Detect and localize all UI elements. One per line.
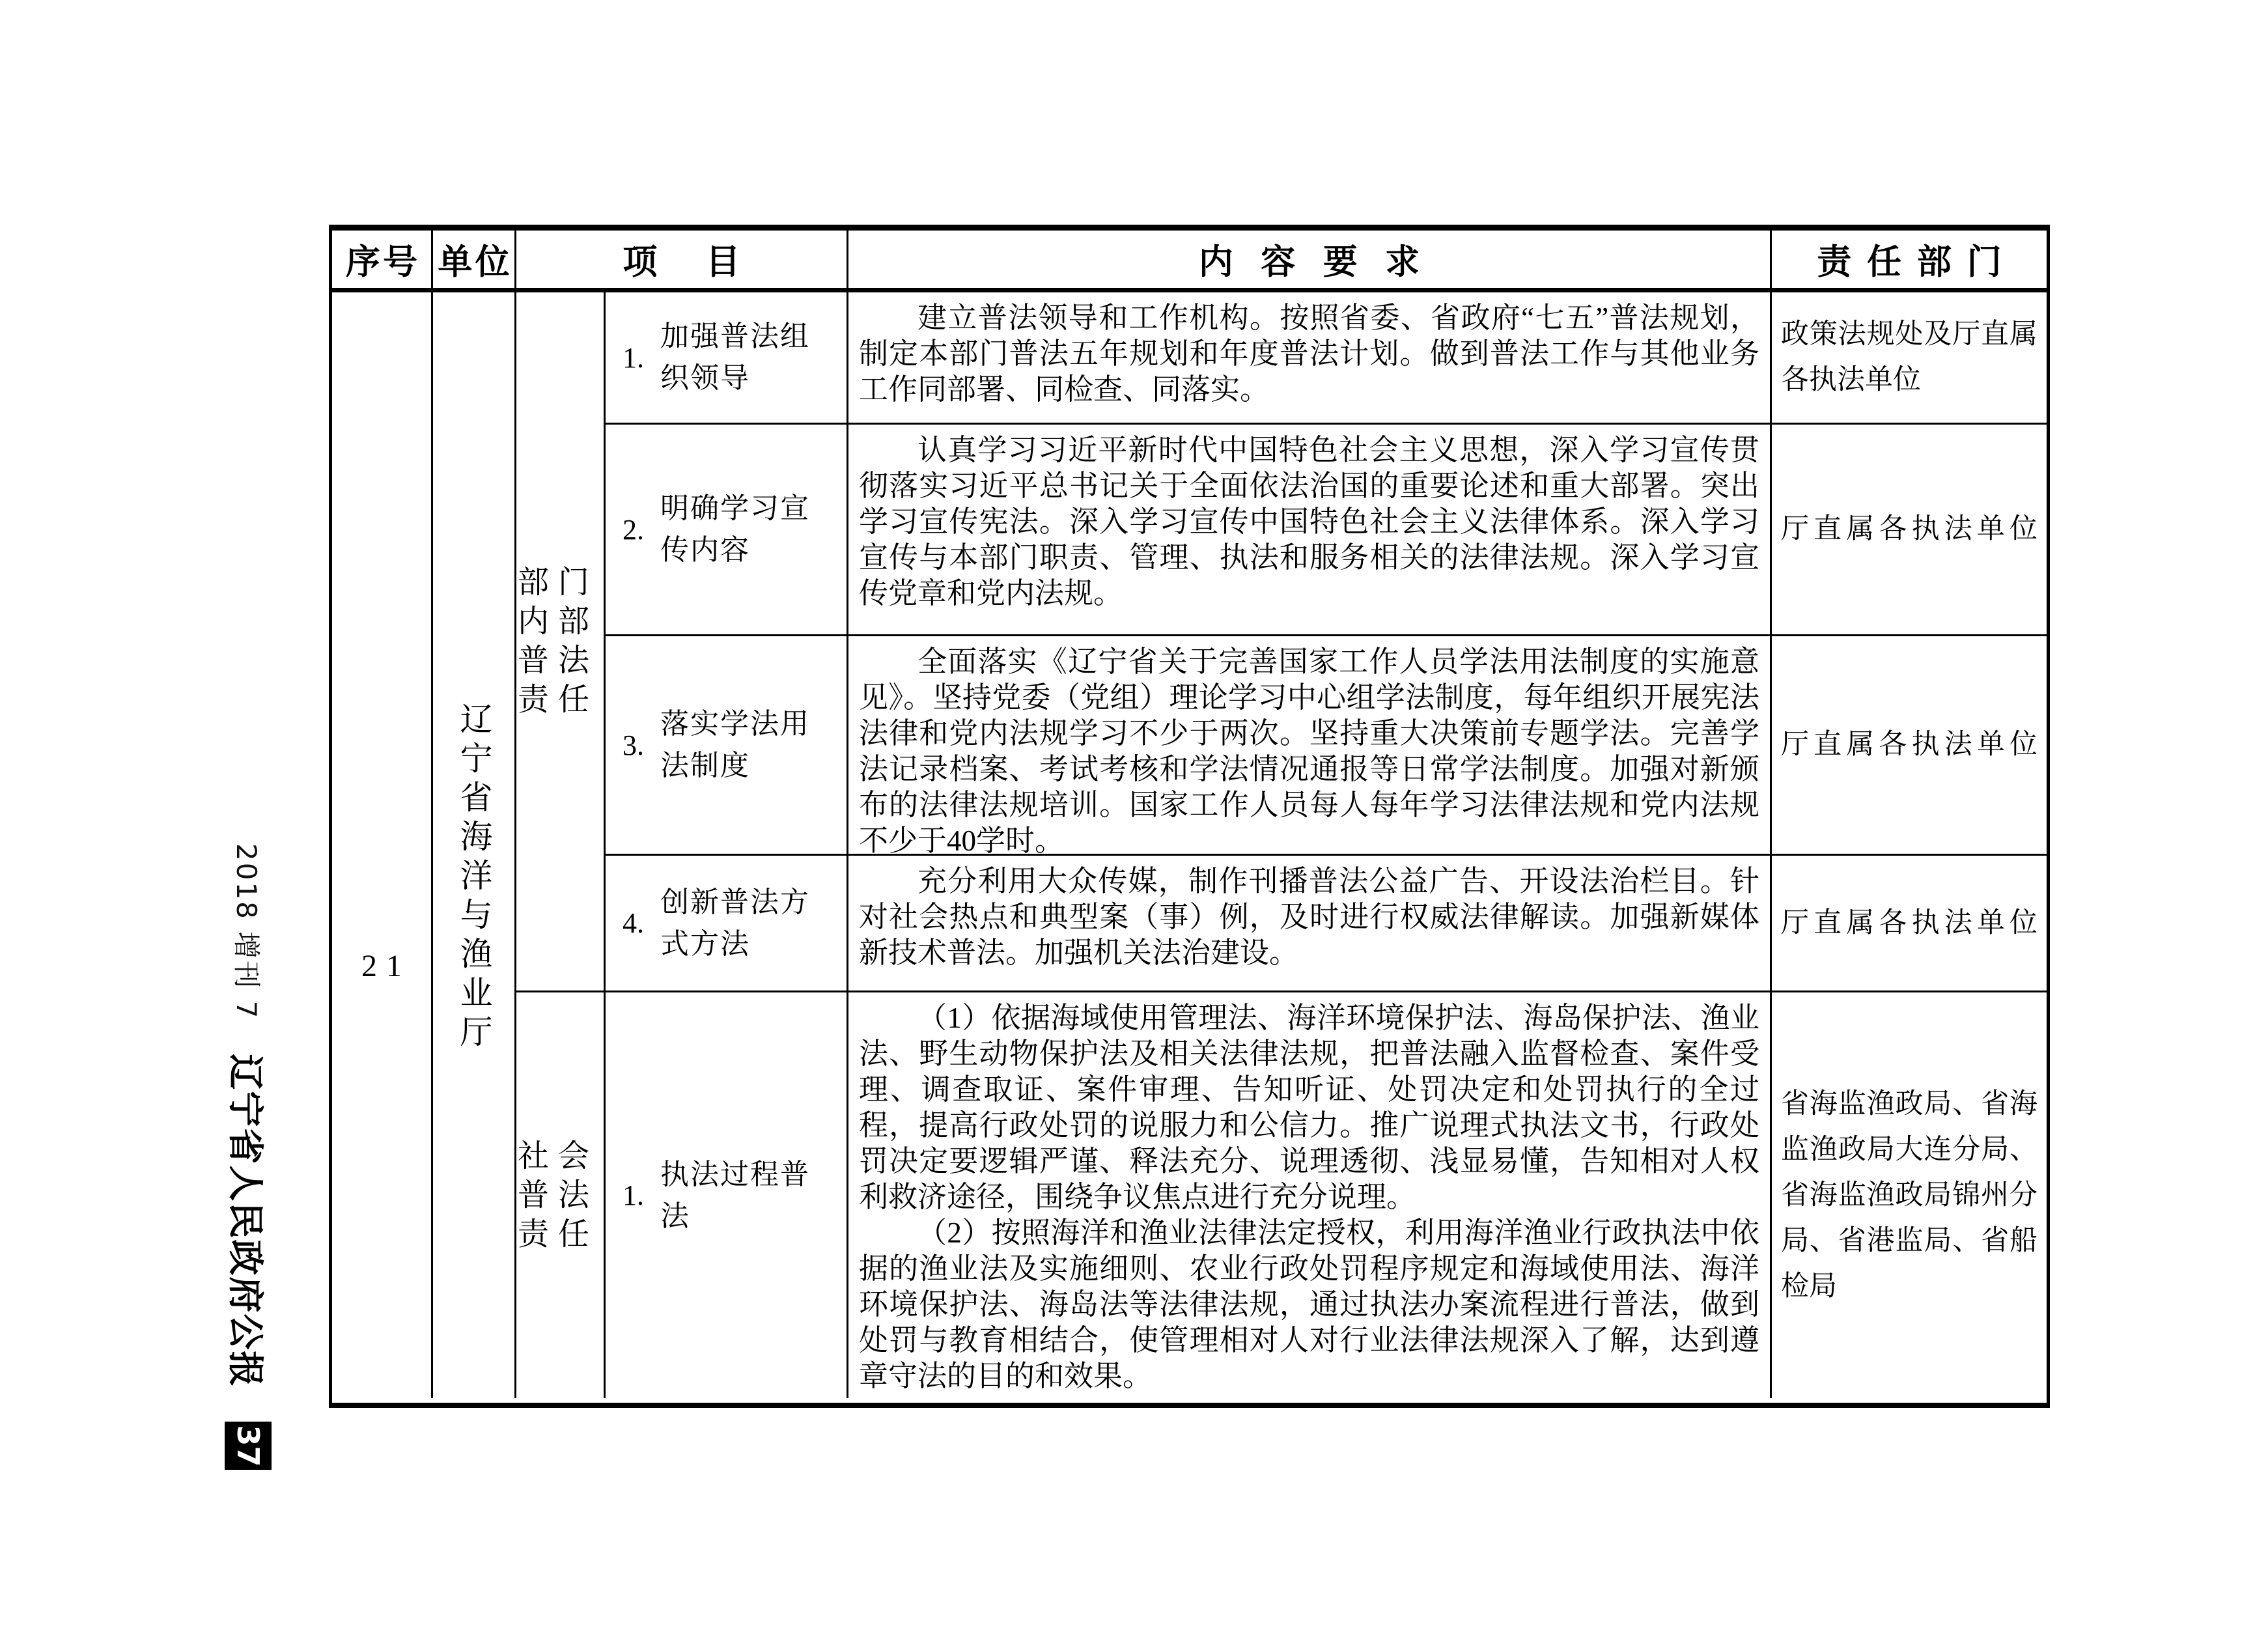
cell-content-2 — [848, 425, 1772, 636]
cell-department-4 — [1772, 856, 2047, 992]
cell-item-1 — [606, 292, 848, 425]
department-text: 厅直属各执法单位 — [1781, 729, 2037, 760]
cell-item-5 — [606, 992, 848, 1398]
cell-unit-name — [433, 292, 516, 1398]
cell-content-3 — [848, 636, 1772, 856]
content-paragraph: 认真学习习近平新时代中国特色社会主义思想，深入学习宣传贯彻落实习近平总书记关于全面依法治国的重要论述和重大部署。突出学习宣传宪法。深入学习宣传中国特色社会主义法律体系。深入学习宣传与本部门职责、管理、执法和服务相关的法律法规。深入学习宣传党章和党内法规。 — [859, 434, 1759, 610]
unit-name: 辽宁省海洋与渔业厅 — [455, 702, 492, 1054]
cell-item-3 — [606, 636, 848, 856]
cell-category-social — [516, 992, 606, 1398]
department-text: 厅直属各执法单位 — [1781, 907, 2037, 938]
item-number: 1. — [623, 341, 644, 374]
item-number: 2. — [623, 513, 644, 546]
content-paragraph: 充分利用大众传媒，制作刊播普法公益广告、开设法治栏目。针对社会热点和典型案（事）例，及时进行权威法律解读。加强新媒体新技术普法。加强机关法治建设。 — [859, 865, 1759, 969]
header-cell-content: 内容要求 — [848, 231, 1772, 288]
item-title: 明确学习宣传内容 — [660, 492, 810, 566]
department-text: 政策法规处及厅直属各执法单位 — [1781, 319, 2037, 395]
header-cell-no: 序号 — [332, 231, 433, 288]
gazette-publication-title: 辽宁省人民政府公报 — [225, 1054, 265, 1388]
header-cell-department: 责任部门 — [1817, 244, 2017, 281]
item-number: 1. — [623, 1179, 644, 1211]
cell-category-internal — [516, 292, 606, 992]
item-title: 创新普法方式方法 — [660, 886, 810, 960]
category-label: 部门内部普法责任 — [518, 565, 599, 717]
table-header-row — [332, 231, 2047, 292]
cell-item-2 — [606, 425, 848, 636]
content-paragraph: 全面落实《辽宁省关于完善国家工作人员学法用法制度的实施意见》。坚持党委（党组）理论学习中心组学法制度，每年组织开展宪法法律和党内法规学习不少于两次。坚持重大决策前专题学法。完善学法记录档案、考试考核和学法情况通报等日常学法制度。加强对新颁布的法律法规培训。国家工作人员每人每年学习法律法规和党内法规不少于40学时。 — [859, 645, 1759, 857]
item-title: 加强普法组织领导 — [660, 320, 810, 394]
content-paragraph: 建立普法领导和工作机构。按照省委、省政府“七五”普法规划，制定本部门普法五年规划和年度普法计划。做到普法工作与其他业务工作同部署、同检查、同落实。 — [859, 302, 1759, 406]
header-cell-project: 项目 — [516, 231, 848, 288]
page-number-badge: 37 — [225, 1422, 272, 1470]
serial-number: 21 — [361, 948, 411, 983]
item-number: 4. — [623, 907, 644, 939]
category-label: 社会普法责任 — [518, 1138, 599, 1252]
cell-item-4 — [606, 856, 848, 992]
cell-department-5 — [1772, 992, 2047, 1398]
cell-department-1 — [1772, 292, 2047, 425]
cell-serial-number — [332, 292, 433, 1398]
gazette-issue-label: 2018 增刊 7 — [231, 843, 263, 1020]
responsibility-table — [329, 225, 2050, 1408]
gazette-sidebar — [205, 843, 292, 1467]
department-text: 省海监渔政局、省海监渔政局大连分局、省海监渔政局锦州分局、省港监局、省船检局 — [1781, 1088, 2037, 1302]
table-body — [332, 292, 2047, 1398]
cell-content-1 — [848, 292, 1772, 425]
item-title: 执法过程普法 — [660, 1158, 810, 1232]
cell-content-5 — [848, 992, 1772, 1398]
cell-content-4 — [848, 856, 1772, 992]
content-paragraph: （2）按照海洋和渔业法律法定授权，利用海洋渔业行政执法中依据的渔业法及实施细则、农业行政处罚程序规定和海域使用法、海洋环境保护法、海岛法等法律法规，通过执法办案流程进行普法，做到处罚与教育相结合，使管理相对人对行业法律法规深入了解，达到遵章守法的目的和效果。 — [859, 1216, 1759, 1392]
content-paragraph: （1）依据海域使用管理法、海洋环境保护法、海岛保护法、渔业法、野生动物保护法及相关法律法规，把普法融入监督检查、案件受理、调查取证、案件审理、告知听证、处罚决定和处罚执行的全过程，提高行政处罚的说服力和公信力。推广说理式执法文书，行政处罚决定要逻辑严谨、释法充分、说理透彻、浅显易懂，告知相对人权利救济途径，围绕争议焦点进行充分说理。 — [859, 1002, 1759, 1213]
department-text: 厅直属各执法单位 — [1781, 514, 2037, 544]
cell-department-2 — [1772, 425, 2047, 636]
item-number: 3. — [623, 729, 644, 761]
cell-department-3 — [1772, 636, 2047, 856]
item-title: 落实学法用法制度 — [660, 708, 810, 781]
header-cell-unit: 单位 — [433, 231, 516, 288]
